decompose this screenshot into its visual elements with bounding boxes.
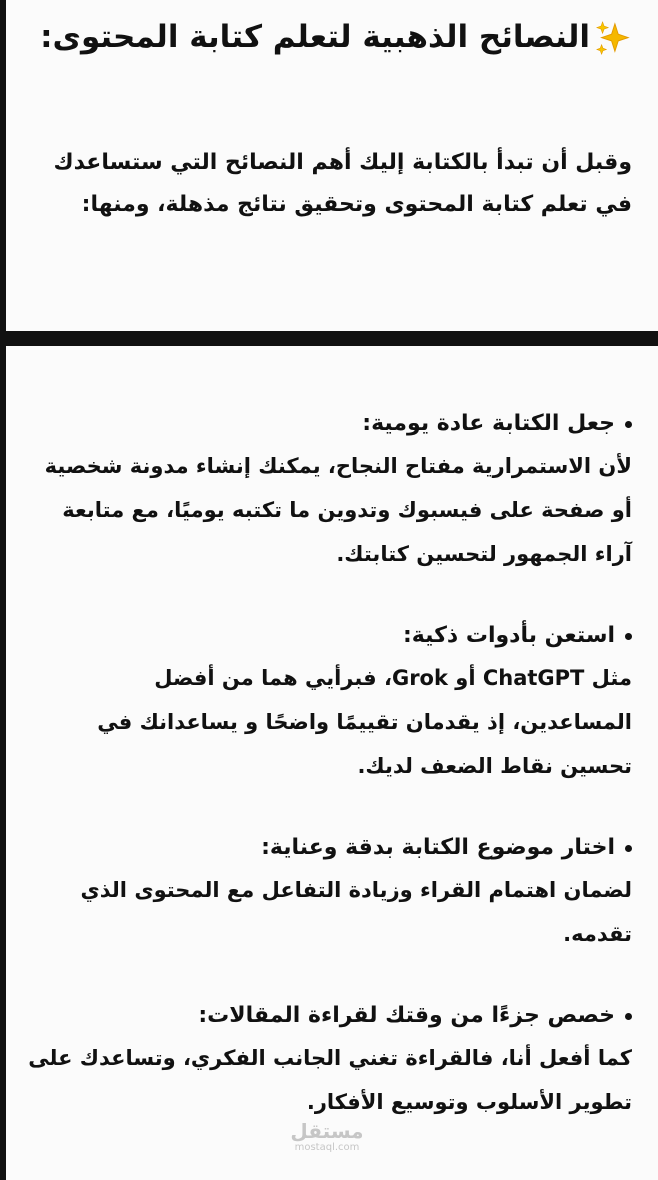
tip-title	[28, 996, 632, 1036]
tip-item	[28, 404, 632, 576]
tip-item	[28, 828, 632, 956]
tip-body: مثل ChatGPT أو Grok، فبرأيي هما من أفضل المساعدين، إذ يقدمان تقييمًا واضحًا و يساعدانك في تحسين نقاط الضعف لديك.	[97, 666, 632, 778]
watermark-url: mostaql.com	[294, 1142, 360, 1153]
bullet-icon	[625, 633, 632, 640]
tip-title-text: جعل الكتابة عادة يومية:	[362, 411, 615, 436]
header-panel	[6, 0, 658, 331]
sparkles-icon	[594, 20, 632, 58]
tip-title	[28, 828, 632, 868]
tip-item	[28, 616, 632, 788]
watermark	[287, 1120, 367, 1154]
watermark-logo: مستقل	[290, 1119, 364, 1143]
tips-panel	[6, 346, 658, 1180]
tip-body: لضمان اهتمام القراء وزيادة التفاعل مع المحتوى الذي تقدمه.	[80, 878, 632, 946]
page-title	[30, 8, 632, 66]
title-text: النصائح الذهبية لتعلم كتابة المحتوى:	[40, 19, 590, 55]
bullet-icon	[625, 421, 632, 428]
tip-title	[28, 616, 632, 656]
tip-title	[28, 404, 632, 444]
bullet-icon	[625, 845, 632, 852]
tip-item	[28, 996, 632, 1124]
bullet-icon	[625, 1013, 632, 1020]
tip-body: لأن الاستمرارية مفتاح النجاح، يمكنك إنشاء مدونة شخصية أو صفحة على فيسبوك وتدوين ما تكتبه يوميًا، مع متابعة آراء الجمهور لتحسين كتابتك.	[44, 454, 632, 566]
intro-paragraph: وقبل أن تبدأ بالكتابة إليك أهم النصائح التي ستساعدك في تعلم كتابة المحتوى وتحقيق نتائج مذهلة، ومنها:	[53, 150, 632, 217]
tip-title-text: اختار موضوع الكتابة بدقة وعناية:	[261, 835, 615, 860]
tip-title-text: استعن بأدوات ذكية:	[402, 623, 615, 648]
tip-title-text: خصص جزءًا من وقتك لقراءة المقالات:	[198, 1003, 615, 1028]
tip-body: كما أفعل أنا، فالقراءة تغني الجانب الفكري، وتساعدك على تطوير الأسلوب وتوسيع الأفكار.	[28, 1046, 632, 1114]
